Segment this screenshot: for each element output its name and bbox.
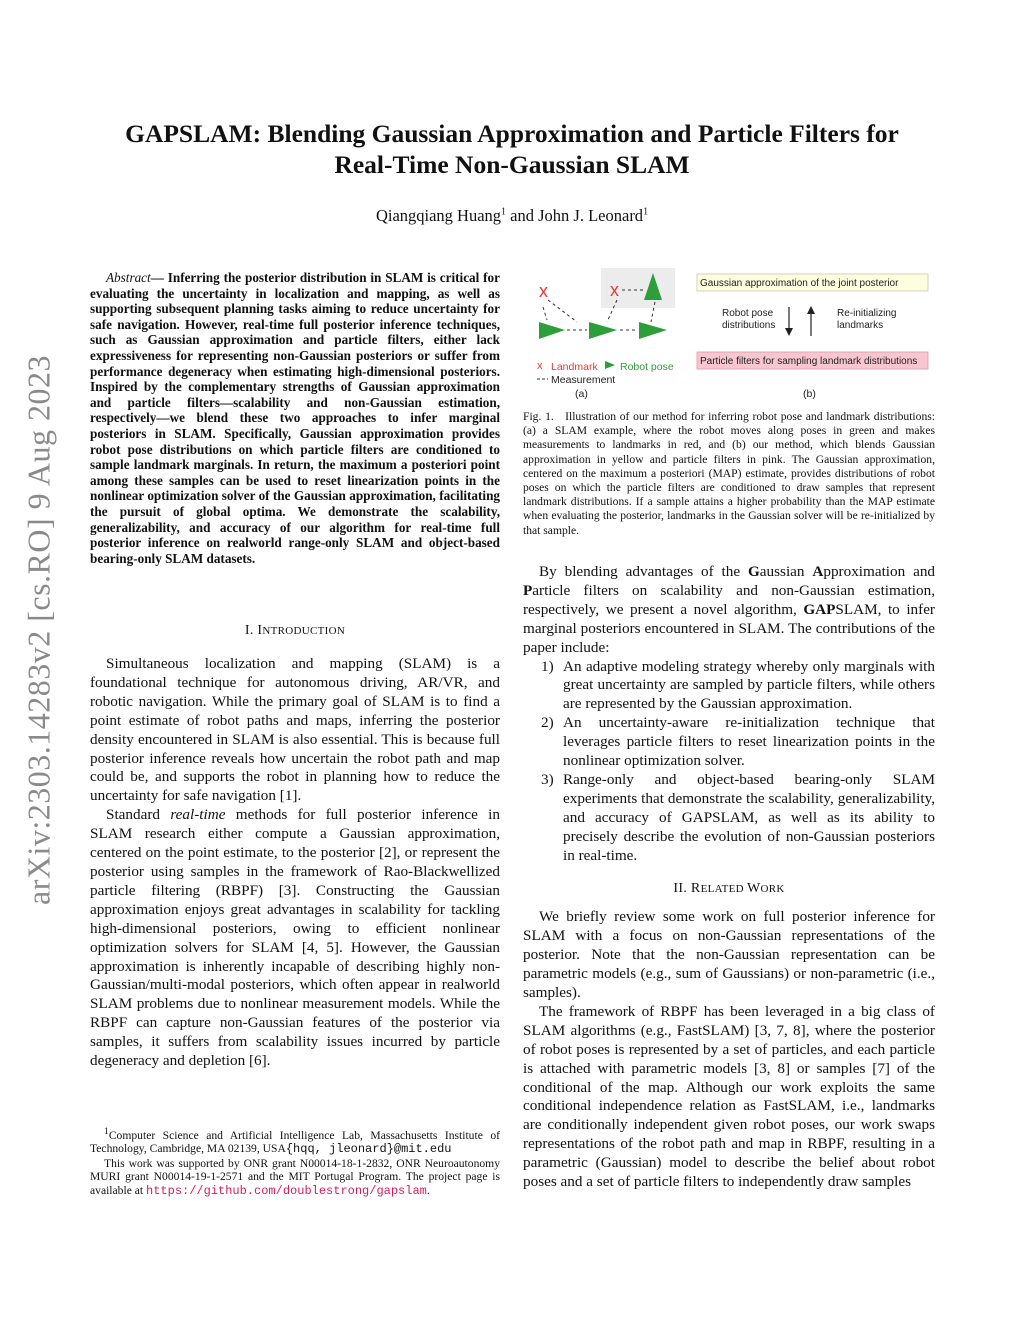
contrib-intro (523, 563, 935, 658)
figure-caption (523, 410, 935, 538)
footnote-emails: {hqq, jleonard}@mit.edu (285, 1142, 452, 1157)
contribution-num: 3) (541, 770, 554, 788)
caption-text: Illustration of our method for inferring robot pose and landmark distributions: (a) a SLAM example, where the robot moves along poses in green and makes measurements to landmarks in red, and (b) our method, which blends Gaussian approximation in yellow and particle filters in pink. The Gaussian approximation, centered on the maximum a posteriori (MAP) estimate, provides distributions of robot poses on which the particle filters are conditioned to draw samples that represent landmark distributions. If a sample attains a higher probability than the MAP estimate when evaluating the posterior, landmarks in the Gaussian solver will be re-initialized by that sample. (523, 410, 935, 537)
measurement-line-3 (543, 307, 547, 320)
p1-gap: GAP (803, 600, 836, 618)
contribution-num: 1) (541, 657, 554, 675)
footnote-affiliation (90, 1125, 500, 1157)
intro-p2-start: Standard (106, 806, 171, 824)
related-work-paragraph-2: The framework of RBPF has been leveraged in a big class of SLAM algorithms (e.g., FastSLAM) [3, 7, 8], where the posterior of robot poses is represented by a set of particles, and each particle is attached with parametric models [3, 8] or samples [7] of the conditional of the map. Although our work exploits the same conditional independence relation as FastSLAM, i.e., landmarks are conditionally independent given robot poses, our work swaps representations of the robot path and map in RBPF, resulting in a parametric (Gaussian) model to describe the belief about robot poses and a set of particle filters to independently draw samples (523, 1002, 935, 1191)
legend-measurement-label: Measurement (551, 374, 616, 386)
contribution-num: 2) (541, 714, 554, 732)
panel-a-label: (a) (575, 388, 588, 400)
rw-elated: ELATED (700, 882, 747, 895)
intro-heading-rest: NTRODUCTION (262, 625, 346, 637)
arxiv-sidebar (14, 330, 64, 930)
robot-pose-dist-line1: Robot pose (722, 308, 774, 319)
author-1-affil: 1 (501, 206, 507, 218)
contribution-text: An uncertainty-aware re-initialization technique that leverages particle filters to reset linearization points in the nonlinear optimization solver. (563, 714, 935, 770)
contribution-item (523, 714, 935, 771)
authors (0, 206, 1024, 226)
down-arrow-icon (785, 328, 793, 336)
contribution-list (523, 658, 935, 866)
footnote-2-text: This work was supported by ONR grant N00014-18-1-2832, ONR Neuroautonomy MURI grant N00014-19-1-2571 and the MIT Portugal Program. The project page is available at (90, 1156, 500, 1197)
footnote-funding (90, 1157, 500, 1199)
gaussian-box-label: Gaussian approximation of the joint posterior (700, 278, 899, 289)
robot-pose-2-icon (589, 322, 617, 339)
legend-pose-label: Robot pose (620, 361, 674, 373)
p1-g: G (747, 563, 760, 580)
footnote-1-marker: 1 (104, 1126, 109, 1137)
robot-pose-dist-line2: distributions (722, 320, 776, 331)
footnote-2-end: . (426, 1183, 430, 1197)
related-work-paragraph-1: We briefly review some work on full posterior inference for SLAM with a focus on non-Gaussian representations of the posterior. Note that the non-Gaussian representation can be parametric models (e.g., sum of Gaussians) or non-parametric (i.e., samples). (523, 908, 935, 1002)
related-work-heading (523, 880, 935, 899)
rw-r: R (690, 880, 701, 896)
contribution-item (523, 658, 935, 715)
reinit-line1: Re-initializing (837, 308, 897, 319)
project-page-link[interactable]: https://github.com/doublestrong/gapslam (146, 1183, 427, 1198)
particle-filter-box-label: Particle filters for sampling landmark distributions (700, 356, 918, 367)
paper-title (60, 118, 964, 180)
author-2-affil: 1 (643, 206, 649, 218)
contribution-item (523, 771, 935, 866)
figure-1-svg (525, 264, 938, 409)
abstract-label: Abstract (106, 270, 151, 285)
p1-d: article filters on scalability and non-Gaussian estimation, respectively, we present a novel algorithm, (523, 581, 935, 618)
figure-1 (525, 264, 938, 409)
rw-ork: ORK (760, 882, 785, 895)
robot-pose-1-icon (539, 322, 565, 339)
p1-a2: A (812, 563, 824, 580)
abstract (90, 270, 500, 566)
legend-pose-marker (605, 361, 615, 369)
up-arrow-icon (807, 306, 815, 314)
p1-a: By blending advantages of the (539, 563, 748, 580)
intro-heading (90, 623, 500, 639)
intro-body (90, 655, 500, 1071)
title-line-2: Real-Time Non-Gaussian SLAM (334, 150, 690, 179)
measurement-line-1 (548, 300, 577, 322)
p1-c: pproximation and (823, 563, 936, 580)
intro-p2-rest: methods for full posterior inference in SLAM research either compute a Gaussian approximation, centered on the point estimate, to the posterior [2], or represent the posterior using samples in the framework of Rao-Blackwellized particle filtering (RBPF) [3]. Constructing the Gaussian approximation enjoys great advantages in scalability for tackling high-dimensional posteriors, owing to efficient nonlinear optimization solvers for SLAM [4, 5]. However, the Gaussian approximation is inherently incapable of describing highly non-Gaussian/multi-modal posteriors, which often appear in realworld SLAM problems due to nonlinear measurement models. While the RBPF can capture non-Gaussian features of the posterior via samples, it suffers from scalability issues incurred by particle degeneracy and depletion [6]. (90, 806, 500, 1070)
caption-label: Fig. 1. (523, 410, 554, 423)
legend-landmark-label: Landmark (551, 361, 598, 373)
right-column (523, 563, 935, 1192)
footnote-1-text: Computer Science and Artificial Intelligence Lab, Massachusetts Institute of Technology, Cambridge, MA 02139, USA (90, 1128, 500, 1156)
p1-b: aussian (759, 563, 813, 580)
intro-heading-first: I (257, 623, 263, 638)
abstract-text: — Inferring the posterior distribution in SLAM is critical for evaluating the uncertainty in localization and mapping, as well as supporting subsequent planning tasks aiming to reduce uncertainty for safe navigation. However, real-time full posterior inference techniques, such as Gaussian approximation and particle filters, either lack expressiveness for representing non-Gaussian posteriors or suffer from performance degeneracy when estimating high-dimensional posteriors. Inspired by the complementary strengths of Gaussian approximation and particle filters—scalability and non-Gaussian estimation, respectively—we blend these two approaches to infer marginal posteriors in SLAM. Specifically, Gaussian approximation provides robot pose distributions on which particle filters are conditioned to sample landmark marginals. In return, the maximum a posteriori point among these samples can be used to reset linearization points in the nonlinear optimization solver of the Gaussian approximation, facilitating the pursuit of global optima. We demonstrate the scalability, generalizability, and accuracy of our algorithm for real-time full posterior inference on realworld range-only SLAM and object-based bearing-only SLAM datasets. (90, 270, 500, 566)
robot-pose-3-icon (639, 322, 667, 339)
rw-w: W (746, 880, 761, 896)
intro-heading-num: I. (244, 623, 258, 638)
author-1: Qiangqiang Huang (375, 206, 502, 225)
arxiv-id: arXiv:2303.14283v2 [cs.RO] 9 Aug 2023 (20, 354, 57, 906)
intro-paragraph-2 (90, 806, 500, 1071)
legend-landmark-marker: x (537, 360, 543, 372)
rw-num: II. (673, 880, 691, 896)
panel-b-label: (b) (803, 388, 816, 400)
intro-paragraph-1: Simultaneous localization and mapping (SLAM) is a foundational technique for autonomous driving, AR/VR, and robotic navigation. While the primary goal of SLAM is to find a point estimate of robot paths and maps, inferring the posterior density encountered in SLAM is also essential. This is because full posterior inference reveals how uncertain the robot path and map could be, and supports the robot in planning how to reduce the uncertainty for safe navigation [1]. (90, 655, 500, 805)
title-line-1: GAPSLAM: Blending Gaussian Approximation and Particle Filters for (125, 119, 899, 148)
landmark-1-icon: x (539, 281, 548, 301)
intro-p2-emphasis: real-time (170, 806, 226, 824)
author-2: and John J. Leonard (506, 206, 644, 225)
contribution-text: Range-only and object-based bearing-only SLAM experiments that demonstrate the scalability, generalizability, and accuracy of GAPSLAM, as well as its ability to precisely describe the evolution of non-Gaussian posteriors in real-time. (563, 770, 935, 864)
landmark-2-icon: x (610, 280, 619, 300)
reinit-line2: landmarks (837, 320, 884, 331)
contribution-text: An adaptive modeling strategy whereby only marginals with great uncertainty are sampled by particle filters, while others are represented by the Gaussian approximation. (563, 657, 935, 713)
p1-p: P (523, 581, 533, 599)
footnotes (90, 1125, 500, 1198)
p1-e: SLAM, to infer marginal posteriors encountered in SLAM. The contributions of the paper include: (523, 600, 935, 656)
